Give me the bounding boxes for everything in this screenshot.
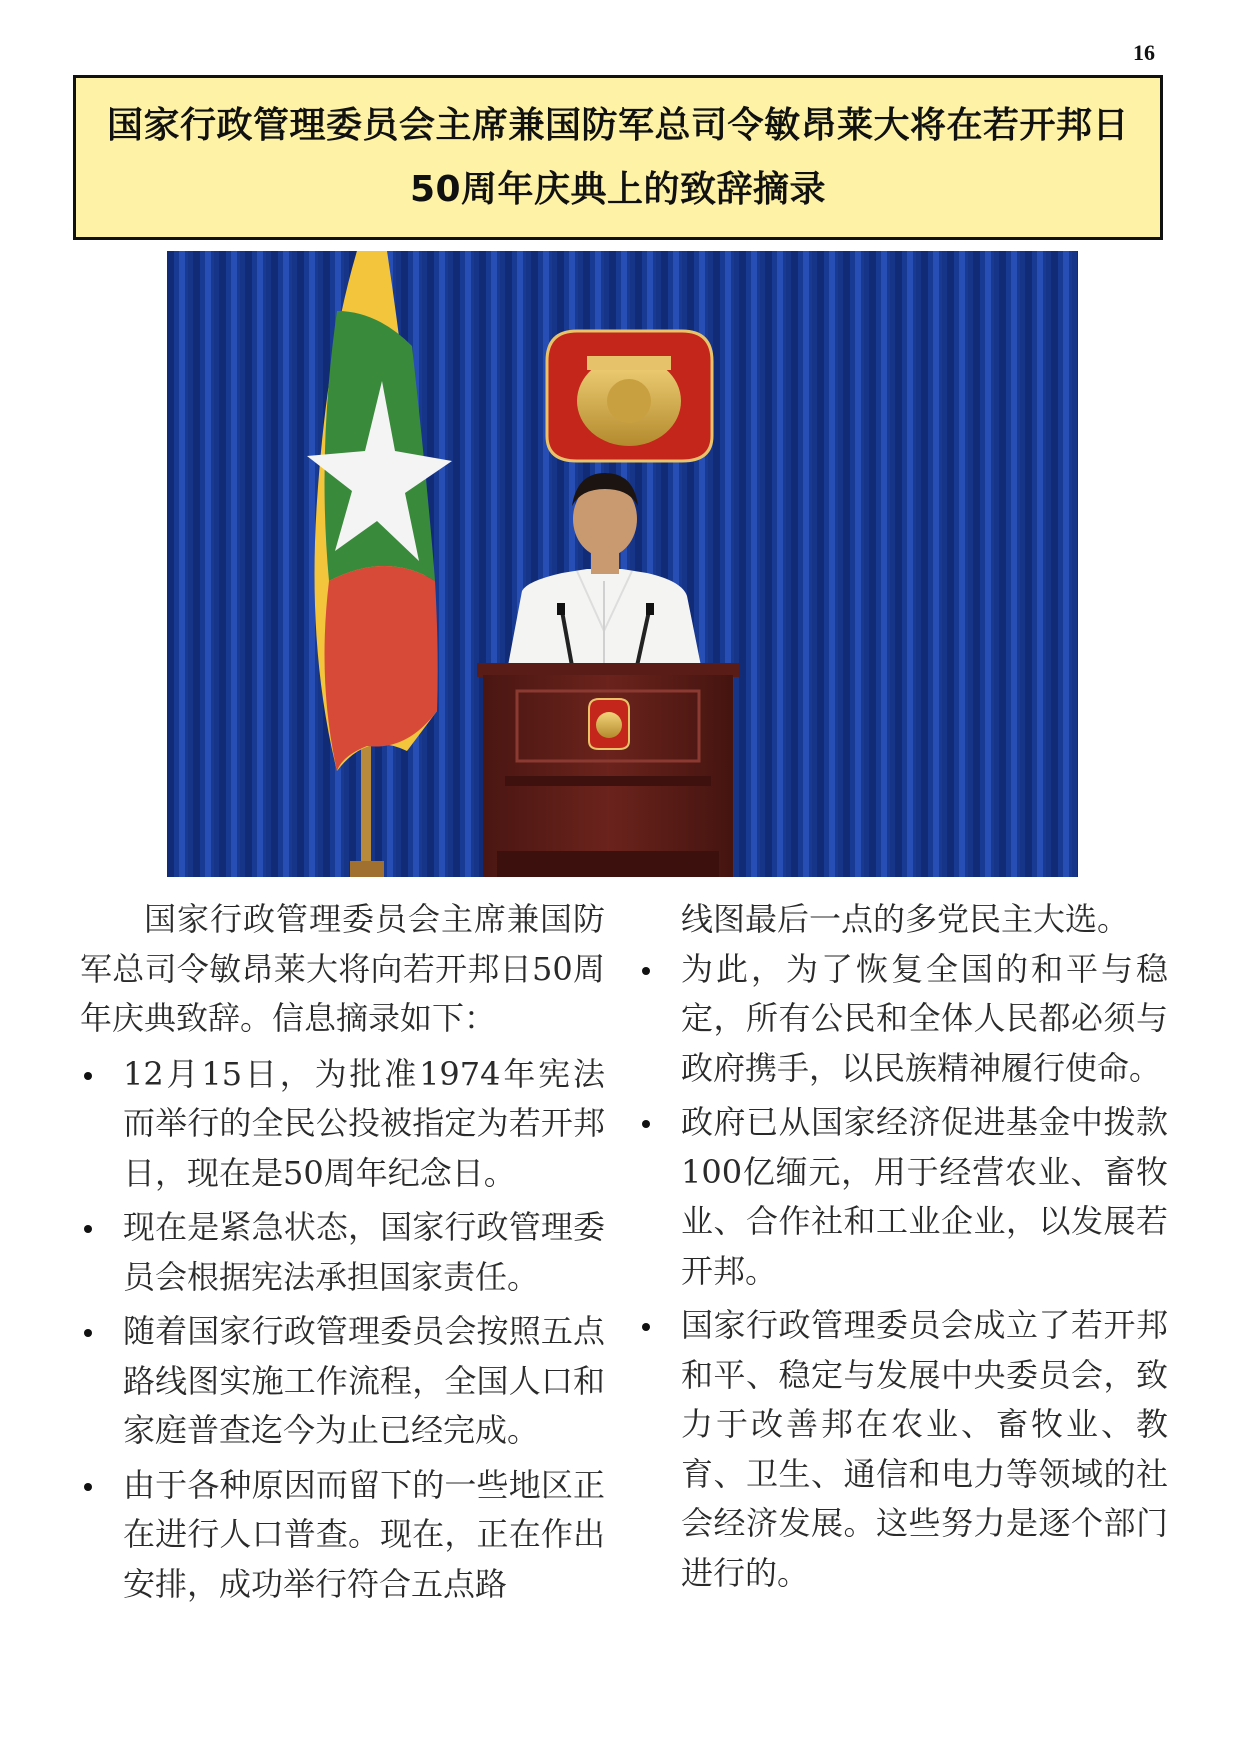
page-number: 16 (1133, 40, 1155, 65)
right-column (638, 895, 1168, 1603)
list-item-text: 国家行政管理委员会成立了若开邦和平、稳定与发展中央委员会，致力于改善邦在农业、畜牧业、教育、卫生、通信和电力等领域的社会经济发展。这些努力是逐个部门进行的。 (681, 1306, 1168, 1592)
podium (477, 663, 739, 877)
flag-pole (361, 731, 371, 871)
list-item-text: 现在是紧急状态，国家行政管理委员会根据宪法承担国家责任。 (123, 1208, 605, 1296)
podium-emblem-icon (589, 699, 629, 749)
intro-paragraph: 国家行政管理委员会主席兼国防军总司令敏昂莱大将向若开邦日50周年庆典致辞。信息摘录如下： (80, 900, 605, 1037)
list-item (638, 1301, 1168, 1598)
list-item (80, 1307, 605, 1456)
bullet-icon (84, 1329, 92, 1337)
title-line-2: 50周年庆典上的致辞摘录 (409, 168, 827, 210)
list-item-text: 政府已从国家经济促进基金中拨款100亿缅元，用于经营农业、畜牧业、合作社和工业企业，以发展若开邦。 (681, 1103, 1168, 1290)
bullet-icon (84, 1225, 92, 1233)
bullet-list-left (80, 1050, 605, 1610)
title-line-1: 国家行政管理委员会主席兼国防军总司令敏昂莱大将在若开邦日 (106, 104, 1129, 146)
bullet-icon (642, 1323, 650, 1331)
bullet-icon (84, 1483, 92, 1491)
list-item (80, 1050, 605, 1199)
list-item-text: 随着国家行政管理委员会按照五点路线图实施工作流程，全国人口和家庭普查迄今为止已经完成。 (123, 1312, 605, 1449)
list-item-text: 为此，为了恢复全国的和平与稳定，所有公民和全体人民都必须与政府携手，以民族精神履行使命。 (681, 949, 1168, 1087)
speech-photo (167, 251, 1078, 877)
state-emblem (547, 331, 712, 461)
list-item (638, 1098, 1168, 1296)
bullet-icon (642, 1120, 650, 1128)
bullet-icon (84, 1072, 92, 1080)
list-item-text: 由于各种原因而留下的一些地区正在进行人口普查。现在，正在作出安排，成功举行符合五点路 (123, 1465, 605, 1603)
list-item (638, 945, 1168, 1094)
continuation-text: 线图最后一点的多党民主大选。 (681, 900, 1130, 938)
list-item (80, 1461, 605, 1610)
bullet-list-right (638, 945, 1168, 1599)
bullet-icon (642, 967, 650, 975)
title-banner (73, 75, 1163, 240)
left-column (80, 895, 605, 1614)
list-item-text: 12月15日，为批准1974年宪法而举行的全民公投被指定为若开邦日，现在是50周年纪念日。 (123, 1054, 605, 1192)
list-item (80, 1203, 605, 1302)
